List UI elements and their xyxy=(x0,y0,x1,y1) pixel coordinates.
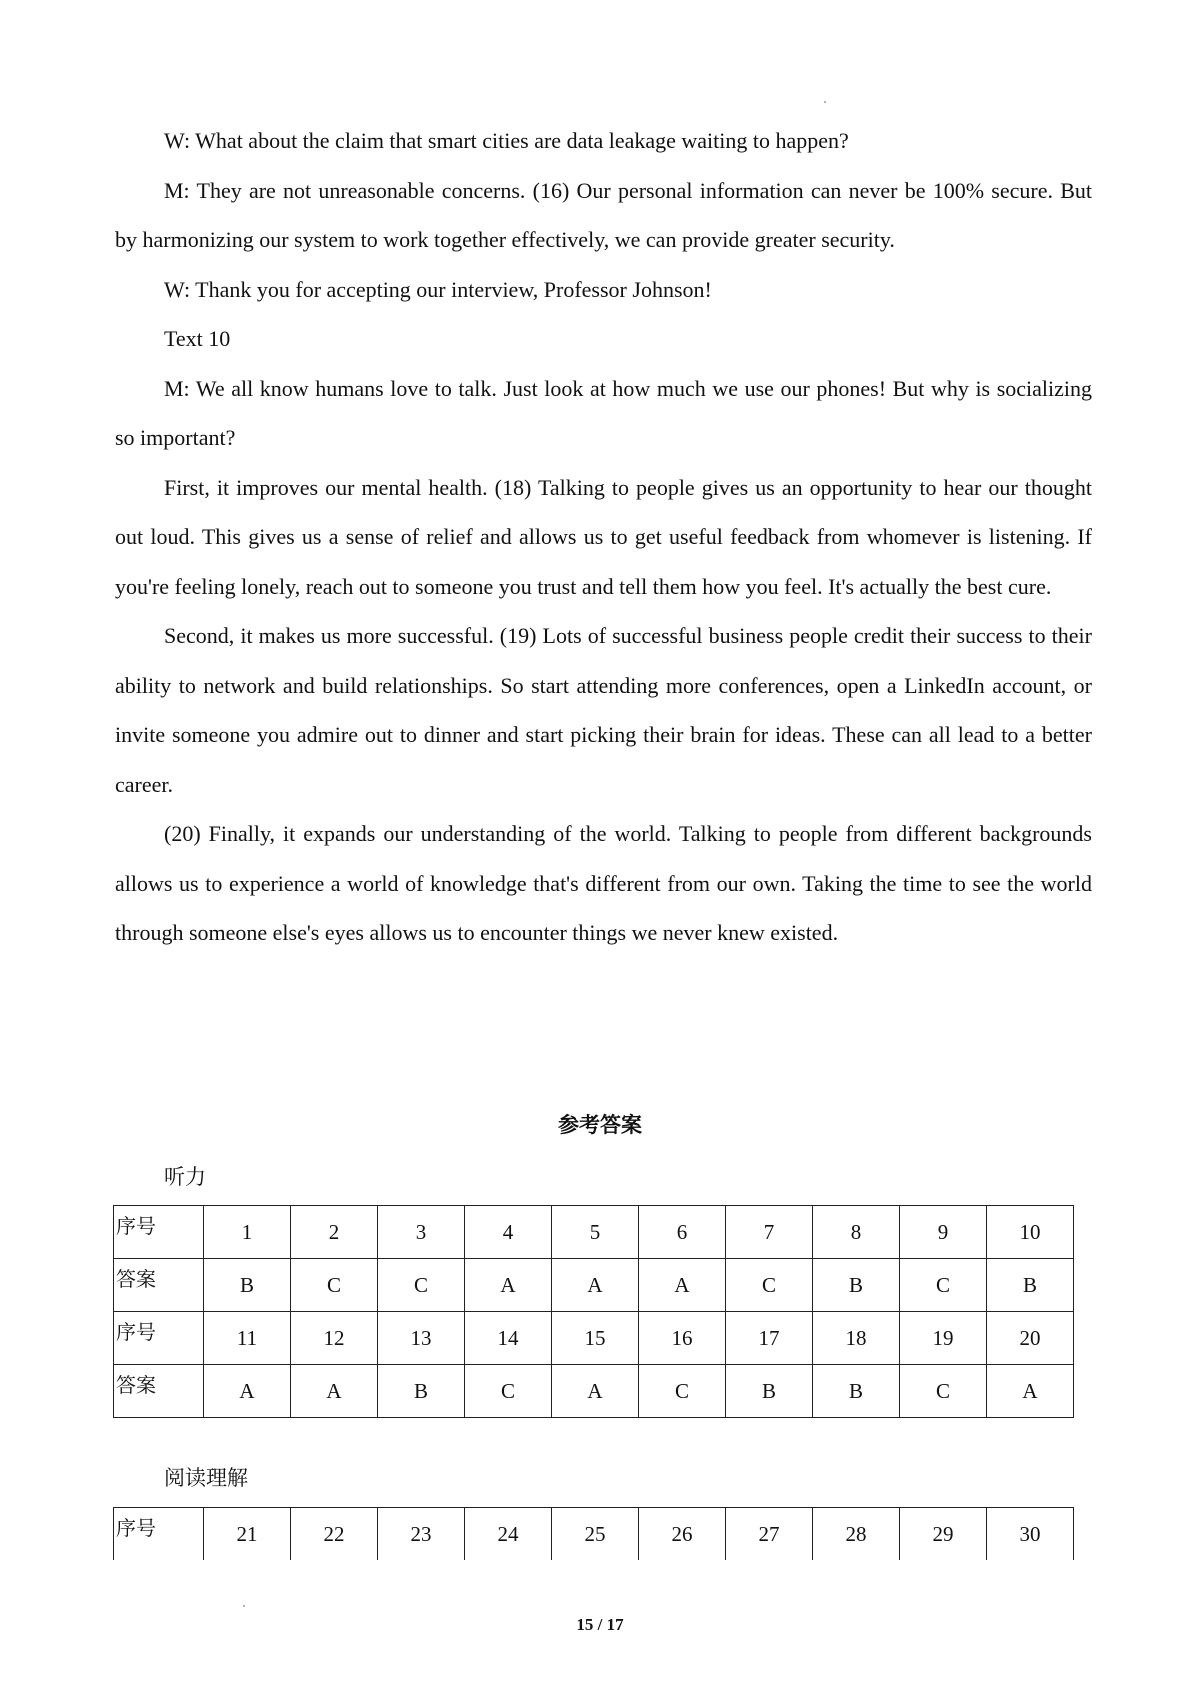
table-cell: 25 xyxy=(552,1508,639,1561)
listening-answer-table xyxy=(113,1205,1074,1418)
table-row xyxy=(114,1259,1074,1312)
table-cell: 9 xyxy=(900,1206,987,1259)
answer-key-title: 参考答案 xyxy=(558,1113,642,1137)
table-cell: 30 xyxy=(987,1508,1074,1561)
table-cell: 5 xyxy=(552,1206,639,1259)
table-cell: C xyxy=(900,1365,987,1418)
page-number: 15 / 17 xyxy=(576,1615,624,1634)
paragraph: Text 10 xyxy=(164,326,231,351)
listening-heading: 听力 xyxy=(164,1165,206,1189)
table-cell: 20 xyxy=(987,1312,1074,1365)
reading-heading: 阅读理解 xyxy=(164,1466,248,1490)
row-label: 序号 xyxy=(114,1508,204,1561)
row-label: 序号 xyxy=(114,1206,204,1259)
table-cell: 11 xyxy=(204,1312,291,1365)
table-cell: C xyxy=(900,1259,987,1312)
row-label: 序号 xyxy=(114,1312,204,1365)
table-cell: C xyxy=(465,1365,552,1418)
table-cell: 15 xyxy=(552,1312,639,1365)
table-cell: B xyxy=(813,1365,900,1418)
paragraph: First, it improves our mental health. (18) Talking to people gives us an opportunity to hear our thought out loud. This gives us a sense of relief and allows us to get useful feedback from whomever is listening. If you're feeling lonely, reach out to someone you trust and tell them how you feel. It's actually the best cure. xyxy=(115,474,1092,599)
reading-answer-table xyxy=(113,1507,1074,1560)
paragraph: W: What about the claim that smart cities are data leakage waiting to happen? xyxy=(164,128,849,153)
table-cell: B xyxy=(813,1259,900,1312)
table-cell: 7 xyxy=(726,1206,813,1259)
row-label: 答案 xyxy=(114,1365,204,1418)
table-cell: 1 xyxy=(204,1206,291,1259)
table-cell: 18 xyxy=(813,1312,900,1365)
paragraph: Second, it makes us more successful. (19) Lots of successful business people credit their success to their ability to network and build relationships. So start attending more conferences, open a LinkedIn account, or invite someone you admire out to dinner and start picking their brain for ideas. These can all lead to a better career. xyxy=(115,623,1092,797)
table-cell: B xyxy=(987,1259,1074,1312)
table-cell: A xyxy=(639,1259,726,1312)
table-cell: 28 xyxy=(813,1508,900,1561)
table-cell: 22 xyxy=(291,1508,378,1561)
transcript-text xyxy=(115,116,1092,958)
paragraph: W: Thank you for accepting our interview, Professor Johnson! xyxy=(164,276,712,302)
table-cell: 2 xyxy=(291,1206,378,1259)
table-row xyxy=(114,1508,1074,1561)
table-cell: C xyxy=(378,1259,465,1312)
table-cell: 4 xyxy=(465,1206,552,1259)
table-cell: 26 xyxy=(639,1508,726,1561)
table-cell: B xyxy=(204,1259,291,1312)
table-cell: 24 xyxy=(465,1508,552,1561)
row-label: 答案 xyxy=(114,1259,204,1312)
table-cell: A xyxy=(987,1365,1074,1418)
table-cell: B xyxy=(726,1365,813,1418)
table-row xyxy=(114,1312,1074,1365)
table-cell: 3 xyxy=(378,1206,465,1259)
table-cell: 8 xyxy=(813,1206,900,1259)
paragraph: M: We all know humans love to talk. Just look at how much we use our phones! But why is socializing so important? xyxy=(115,375,1092,450)
table-cell: A xyxy=(291,1365,378,1418)
scan-speck xyxy=(243,1605,245,1607)
table-cell: 23 xyxy=(378,1508,465,1561)
table-cell: A xyxy=(204,1365,291,1418)
paragraph: (20) Finally, it expands our understanding of the world. Talking to people from different backgrounds allows us to experience a world of knowledge that's different from our own. Taking the time to see the world through someone else's eyes allows us to encounter things we never knew existed. xyxy=(115,821,1092,945)
table-cell: 13 xyxy=(378,1312,465,1365)
table-cell: C xyxy=(291,1259,378,1312)
table-cell: A xyxy=(552,1259,639,1312)
table-cell: A xyxy=(465,1259,552,1312)
scan-speck xyxy=(824,101,826,103)
table-cell: 12 xyxy=(291,1312,378,1365)
paragraph: M: They are not unreasonable concerns. (16) Our personal information can never be 100% secure. But by harmonizing our system to work together effectively, we can provide greater security. xyxy=(115,177,1092,252)
table-row xyxy=(114,1365,1074,1418)
table-cell: C xyxy=(726,1259,813,1312)
table-cell: 27 xyxy=(726,1508,813,1561)
table-cell: 6 xyxy=(639,1206,726,1259)
table-cell: B xyxy=(378,1365,465,1418)
table-row xyxy=(114,1206,1074,1259)
table-cell: 29 xyxy=(900,1508,987,1561)
table-cell: 19 xyxy=(900,1312,987,1365)
table-cell: 10 xyxy=(987,1206,1074,1259)
table-cell: 16 xyxy=(639,1312,726,1365)
table-cell: A xyxy=(552,1365,639,1418)
table-cell: 14 xyxy=(465,1312,552,1365)
table-cell: C xyxy=(639,1365,726,1418)
table-cell: 21 xyxy=(204,1508,291,1561)
table-cell: 17 xyxy=(726,1312,813,1365)
